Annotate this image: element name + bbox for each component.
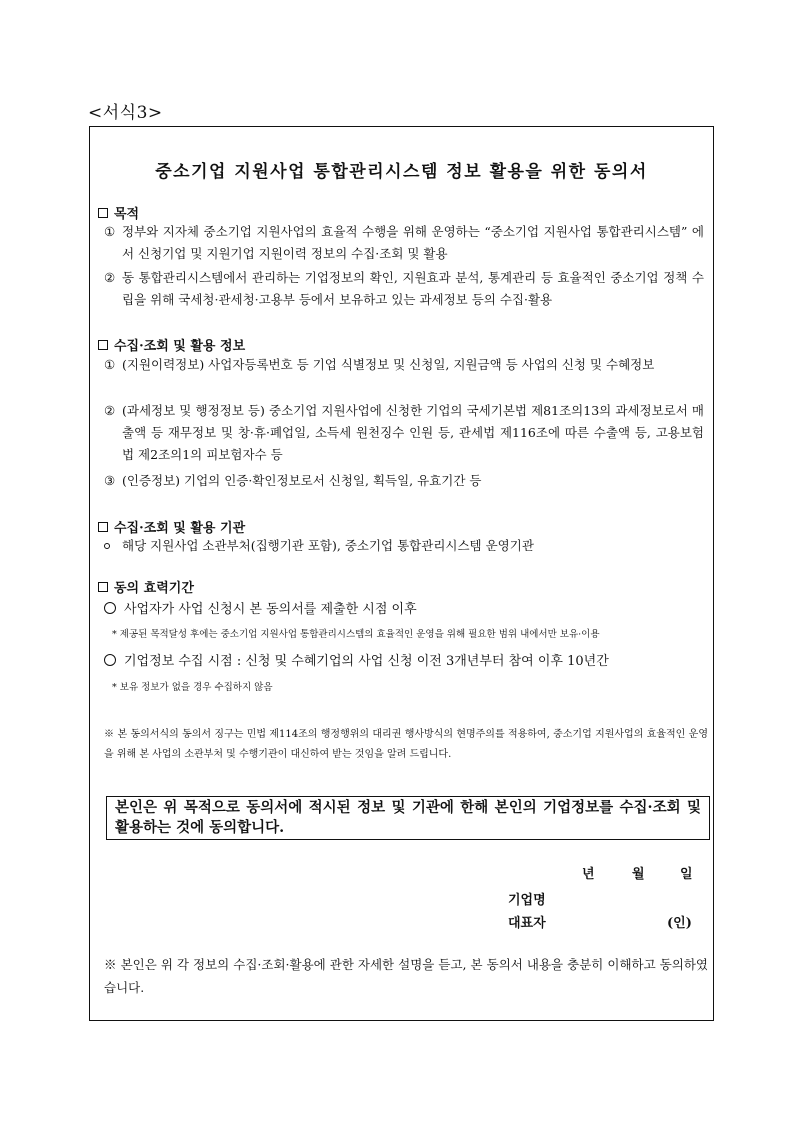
section-agency-heading (98, 517, 245, 536)
item-marker: ① (104, 224, 116, 239)
checkbox-square-icon (98, 522, 108, 532)
item-marker: ② (104, 403, 116, 418)
info-item-2-text: (과세정보 및 행정정보 등) 중소기업 지원사업에 신청한 기업의 국세기본법 제81조의13의 과세정보로서 매출액 등 재무정보 및 창·휴·폐업일, 소득세 원천징수 인원 등, 관세법 제116조에 따른 수출액 등, 고용보험법 제2조의1의 피보험자수 등 (122, 403, 704, 462)
period-item-2-text: 기업정보 수집 시점 : 신청 및 수혜기업의 사업 신청 이전 3개년부터 참여 이후 10년간 (124, 654, 609, 669)
bullet-circle-icon (104, 543, 110, 549)
item-marker: ② (104, 270, 116, 285)
section-info-title: 수집·조회 및 활용 정보 (114, 339, 246, 354)
checkbox-square-icon (98, 582, 108, 592)
agency-item-text: 해당 지원사업 소관부처(집행기관 포함), 중소기업 통합관리시스템 운영기관 (122, 538, 534, 553)
item-marker: ① (104, 357, 116, 372)
info-item-1 (104, 354, 704, 376)
info-item-3 (104, 470, 704, 492)
section-info-heading (98, 335, 245, 354)
period-item-2 (104, 651, 704, 673)
company-name-label: 기업명 (508, 893, 546, 908)
checkbox-square-icon (98, 340, 108, 350)
purpose-item-1 (104, 221, 704, 265)
form-number-label: <서식3> (88, 103, 163, 123)
seal-mark: (인) (667, 916, 692, 931)
period-item-1-text: 사업자가 사업 신청시 본 동의서를 제출한 시점 이후 (124, 602, 417, 617)
date-year-label: 년 (582, 867, 595, 882)
purpose-item-2-text: 동 통합관리시스템에서 관리하는 기업정보의 확인, 지원효과 분석, 통계관리 등 효율적인 중소기업 정책 수립을 위해 국세청·관세청·고용부 등에서 보유하고 있는 과세정보 등의 수집·활용 (122, 270, 704, 307)
consent-form-frame (89, 126, 714, 1021)
bullet-circle-icon (104, 602, 116, 614)
section-period-heading (98, 577, 194, 596)
period-item-2-note: * 보유 정보가 없을 경우 수집하지 않음 (112, 682, 273, 693)
section-period-title: 동의 효력기간 (114, 581, 194, 596)
section-purpose-title: 목적 (114, 207, 140, 222)
purpose-item-1-text: 정부와 지자체 중소기업 지원사업의 효율적 수행을 위해 운영하는 “중소기업 지원사업 통합관리시스템” 에서 신청기업 및 지원기업 지원이력 정보의 수집·조회 및 활용 (122, 224, 704, 261)
info-item-1-text: (지원이력정보) 사업자등록번호 등 기업 식별정보 및 신청일, 지원금액 등 사업의 신청 및 수혜정보 (122, 357, 655, 372)
document-title: 중소기업 지원사업 통합관리시스템 정보 활용을 위한 동의서 (155, 162, 648, 182)
agency-item (104, 535, 704, 557)
date-day-label: 일 (680, 867, 693, 882)
period-item-1-note: * 제공된 목적달성 후에는 중소기업 지원사업 통합관리시스템의 효율적인 운영을 위해 필요한 범위 내에서만 보유·이용 (112, 629, 600, 640)
ceo-label: 대표자 (508, 916, 546, 931)
bullet-circle-icon (104, 654, 116, 666)
final-acknowledgement: ※ 본인은 위 각 정보의 수집·조회·활용에 관한 자세한 설명을 듣고, 본 동의서 내용을 충분히 이해하고 동의하였습니다. (104, 957, 708, 995)
purpose-item-2 (104, 267, 704, 311)
section-purpose-heading (98, 203, 139, 222)
info-item-2 (104, 400, 704, 466)
item-marker: ③ (104, 473, 116, 488)
consent-statement-box: 본인은 위 목적으로 동의서에 적시된 정보 및 기관에 한해 본인의 기업정보를 수집·조회 및 활용하는 것에 동의합니다. (106, 796, 710, 840)
checkbox-square-icon (98, 208, 108, 218)
info-item-3-text: (인증정보) 기업의 인증·확인정보로서 신청일, 획득일, 유효기간 등 (122, 473, 482, 488)
date-month-label: 월 (632, 867, 645, 882)
section-agency-title: 수집·조회 및 활용 기관 (114, 521, 246, 536)
period-item-1 (104, 599, 704, 621)
legal-notice: ※ 본 동의서식의 동의서 징구는 민법 제114조의 행정행위의 대리권 행사방식의 현명주의를 적용하여, 중소기업 지원사업의 효율적인 운영을 위해 본 사업의 소관부처 및 수행기관이 대신하여 받는 것임을 알려 드립니다. (104, 729, 708, 760)
